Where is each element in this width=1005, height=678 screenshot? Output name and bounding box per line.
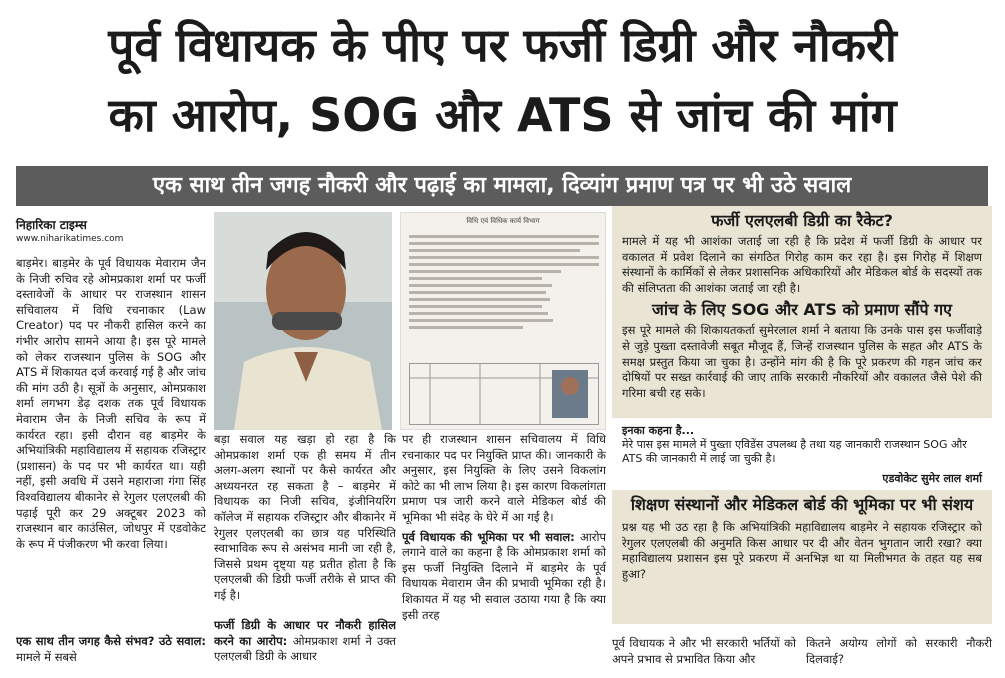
portrait-illustration — [214, 212, 392, 430]
document-title: विधि एवं विधिक कार्य विभाग — [466, 217, 540, 225]
column-1-body: बाड़मेर। बाड़मेर के पूर्व विधायक मेवाराम जैन के निजी रुचिव रहे ओमप्रकाश शर्मा पर फर्जी दस्तावेजों के आधार पर राजस्थान शासन सचिवालय में विधि रचनाकार (Law Creator) पद पर नौकरी हासिल करने का गंभीर आरोप सामने आया है। इस पूरे मामले को लेकर राजस्थान पुलिस के SOG और ATS में शिकायत दर्ज करवाई गई है और जांच की मांग उठी है। सूत्रों के अनुसार, ओमप्रकाश शर्मा लगभग डेढ़ दशक तक पूर्व विधायक मेवाराम जैन के निजी सचिव के रूप में कार्यरत रहा। इसी दौरान वह बाड़मेर के अभियांत्रिकी महाविद्यालय में सहायक रजिस्ट्रार (प्रशासन) के पद पर भी कार्यरत था। यही नहीं, इसी अवधि में उसने महाराजा गंगा सिंह विश्वविद्यालय बीकानेर से रेगुलर एलएलबी की पढ़ाई पूरी कर 29 अक्टूबर 2023 को राजस्थान बार काउंसिल, जोधपुर में एडवोकेट के रूप में पंजीकरण भी करवा लिया। — [16, 256, 206, 551]
quote-signature: एडवोकेट सुमेर लाल शर्मा — [882, 472, 982, 485]
portrait-photo — [214, 212, 392, 430]
headline — [0, 0, 1005, 160]
column-3-body: पर ही राजस्थान शासन सचिवालय में विधि रचनाकार पद पर नियुक्ति प्राप्त की। जानकारी के अनुसार, इस नियुक्ति के लिए उसने विकलांग कोटे का भी लाभ लिया है। इस कारण विकलांगता प्रमाण पत्र जारी करने वाले मेडिकल बोर्ड की भूमिका भी संदेह के घेरे में आ गई है। — [402, 432, 606, 524]
headline-line-2: का आरोप, SOG और ATS से जांच की मांग — [108, 88, 897, 142]
column-3-subhead — [402, 530, 606, 624]
publication-name: निहारिका टाइम्स — [16, 218, 87, 232]
column-2-subhead-title: फर्जी डिग्री के आधार पर नौकरी हासिल करने का आरोप: — [214, 618, 396, 648]
quote-box — [612, 420, 992, 490]
article-column-1 — [16, 256, 206, 676]
subheadline-banner: एक साथ तीन जगह नौकरी और पढ़ाई का मामला, दिव्यांग प्रमाण पत्र पर भी उठे सवाल — [16, 166, 988, 206]
quote-text: मेरे पास इस मामले में पुख्ता एविडेंस उपलब्ध है तथा यह जानकारी राजस्थान SOG और ATS की जानकारी में लाई जा चुकी है। — [622, 438, 967, 465]
quote-title: इनका कहना है... — [622, 424, 695, 437]
column-1-subhead-title: एक साथ तीन जगह कैसे संभव? उठे सवाल: — [16, 634, 206, 648]
publication-url: www.niharikatimes.com — [16, 234, 124, 244]
racket-sidebar-box — [612, 206, 992, 418]
column-3-subhead-title: पूर्व विधायक की भूमिका पर भी सवाल: — [402, 529, 575, 544]
headline-line-1: पूर्व विधायक के पीए पर फर्जी डिग्री और नौकरी — [108, 18, 897, 72]
evidence-heading: जांच के लिए SOG और ATS को प्रमाण सौंपे गए — [652, 300, 952, 320]
appointment-document-image — [400, 212, 606, 430]
column-1-subhead-body: मामले में सबसे — [16, 649, 77, 664]
column-2-body: बड़ा सवाल यह खड़ा हो रहा है कि ओमप्रकाश शर्मा एक ही समय में तीन अलग-अलग स्थानों पर कैसे कार्यरत और अध्ययनरत रह सकता है – बाड़मेर में विधायक का निजी सचिव, इंजीनियरिंग कॉलेज में सहायक रजिस्ट्रार और बीकानेर में रेगुलर एलएलबी का छात्र यह परिस्थिति स्वाभाविक रूप से असंभव मानी जा रही है, जिससे प्रथम दृष्ट्या यह प्रतीत होता है कि एलएलबी की डिग्री फर्जी तरीके से प्राप्त की गई है। — [214, 432, 396, 602]
institutions-paragraph: प्रश्न यह भी उठ रहा है कि अभियांत्रिकी महाविद्यालय बाड़मेर ने सहायक रजिस्ट्रार को रेगुलर एलएलबी की अनुमति किस आधार पर दी और वेतन भुगतान जारी रखा? क्या महाविद्यालय प्रशासन इस पूरे प्रकरण में अनभिज्ञ था या मिलीभगत के तहत यह सब हुआ? — [622, 520, 982, 581]
document-table-graphic — [410, 364, 598, 424]
institutions-heading: शिक्षण संस्थानों और मेडिकल बोर्ड की भूमिका पर भी संशय — [630, 495, 974, 514]
column-3-subhead-body: आरोप लगाने वाले का कहना है कि ओमप्रकाश शर्मा को इस फर्जी नियुक्ति दिलाने में बाड़मेर के पूर्व विधायक मेवाराम जैन की प्रभावी भूमिका रही है। शिकायत में यह भी सवाल उठाया गया है कि क्या इसी तरह — [402, 529, 606, 622]
column-1-subhead — [16, 634, 206, 665]
masthead — [16, 218, 206, 248]
bottom-text-left: पूर्व विधायक ने और भी सरकारी भर्तियों को अपने प्रभाव से प्रभावित किया और — [612, 636, 796, 666]
racket-heading: फर्जी एलएलबी डिग्री का रैकेट? — [711, 211, 893, 230]
document-table — [409, 363, 599, 425]
column-2-subhead-body: ओमप्रकाश शर्मा ने उक्त एलएलबी डिग्री के आधार — [214, 633, 396, 664]
article-column-3 — [402, 432, 606, 676]
institutions-box — [612, 490, 992, 624]
evidence-paragraph: इस पूरे मामले की शिकायतकर्ता सुमेरलाल शर्मा ने बताया कि उनके पास इस फर्जीवाड़े से जुड़े पुख्ता दस्तावेजी सबूत मौजूद हैं, जिन्हें राजस्थान पुलिस के सहत और ATS के समक्ष प्रस्तुत किया जा चुका है। उन्होंने मांग की है कि पूरे प्रकरण की गहन जांच कर दोषियों पर सख्त कार्रवाई की जाए ताकि सरकारी नौकरियों और वकालत जैसे पेशे की गरिमा बची रह सके। — [622, 323, 982, 400]
document-text-lines — [409, 231, 599, 333]
column-2-subhead — [214, 618, 396, 665]
racket-paragraph: मामले में यह भी आशंका जताई जा रही है कि प्रदेश में फर्जी डिग्री के आधार पर वकालत में प्रवेश दिलाने का संगठित गिरोह काम कर रहा है। इस गिरोह में शिक्षण संस्थानों के कार्मिकों से लेकर प्रशासनिक अधिकारियों और मेडिकल बोर्ड के सदस्यों तक की संलिप्तता की आशंका जताई जा रही है। — [622, 234, 982, 295]
bottom-text-right: कितने अयोग्य लोगों को सरकारी नौकरी दिलवाई? — [806, 636, 992, 666]
article-column-2 — [214, 432, 396, 676]
